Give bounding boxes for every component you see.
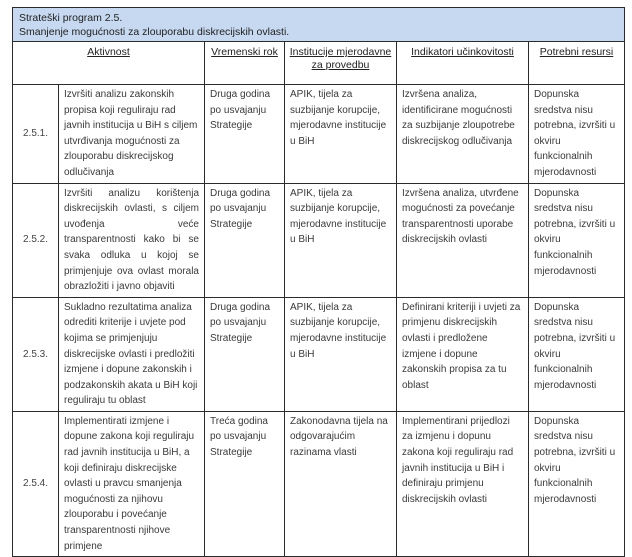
row-number: 2.5.4. (13, 411, 59, 556)
column-header-row (13, 42, 625, 85)
row-number: 2.5.1. (13, 85, 59, 184)
deadline-cell: Druga godina po usvajanju Strategije (205, 297, 285, 411)
deadline-cell: Druga godina po usvajanju Strategije (205, 183, 285, 297)
activity-cell: Sukladno rezultatima analiza odrediti kriterije i uvjete pod kojima se primjenjuju diskrecijske ovlasti i predložiti izmjene i dopune zakonskih i podzakonskih akata u BiH koji reguliraju tu oblast (59, 297, 205, 411)
resources-cell: Dopunska sredstva nisu potrebna, izvršiti u okviru funkcionalnih mjerodavnosti (529, 297, 625, 411)
table-row (13, 183, 625, 297)
strategic-program-table (12, 7, 625, 557)
resources-cell: Dopunska sredstva nisu potrebna, izvršiti u okviru funkcionalnih mjerodavnosti (529, 85, 625, 184)
deadline-cell: Treća godina po usvajanju Strategije (205, 411, 285, 556)
program-title: Strateški program 2.5. (19, 12, 123, 24)
activity-cell: Izvršiti analizu zakonskih propisa koji reguliraju rad javnih institucija u BiH s ciljem utvrđivanja mogućnosti za zlouporabu diskrecijskog odlučivanja (59, 85, 205, 184)
column-header-activity: Aktivnost (13, 42, 205, 85)
column-header-deadline: Vremenski rok (205, 42, 285, 85)
table-row (13, 85, 625, 184)
institutions-cell: APIK, tijela za suzbijanje korupcije, mjerodavne institucije u BiH (285, 183, 397, 297)
column-header-indicators: Indikatori učinkovitosti (397, 42, 529, 85)
table-row (13, 297, 625, 411)
indicators-cell: Izvršena analiza, identificirane mogućnosti za suzbijanje zloupotrebe diskrecijskog odlučivanja (397, 85, 529, 184)
row-number: 2.5.3. (13, 297, 59, 411)
resources-cell: Dopunska sredstva nisu potrebna, izvršiti u okviru funkcionalnih mjerodavnosti (529, 183, 625, 297)
institutions-cell: APIK, tijela za suzbijanje korupcije, mjerodavne institucije u BiH (285, 85, 397, 184)
deadline-cell: Druga godina po usvajanju Strategije (205, 85, 285, 184)
resources-cell: Dopunska sredstva nisu potrebna, izvršiti u okviru funkcionalnih mjerodavnosti (529, 411, 625, 556)
table-row (13, 411, 625, 556)
institutions-cell: Zakonodavna tijela na odgovarajućim razinama vlasti (285, 411, 397, 556)
activity-cell: Implementirati izmjene i dopune zakona koji reguliraju rad javnih institucija u BiH, a koji definiraju diskrecijske ovlasti u pravcu smanjenja mogućnosti za njihovu zlouporabu i povećanje transparentnosti njihove primjene (59, 411, 205, 556)
column-header-resources: Potrebni resursi (529, 42, 625, 85)
program-header-cell (13, 8, 625, 42)
indicators-cell: Implementirani prijedlozi za izmjenu i dopunu zakona koji reguliraju rad javnih institucija u BiH i definiraju primjenu diskrecijskih ovlasti (397, 411, 529, 556)
program-subtitle: Smanjenje mogućnosti za zlouporabu diskrecijskih ovlasti. (19, 26, 290, 38)
activity-cell: Izvršiti analizu korištenja diskrecijskih ovlasti, s ciljem uvođenja veće transparentnosti kako bi se svaka odluka u kojoj se primjenjuje ova ovlast morala obrazložiti i javno objaviti (59, 183, 205, 297)
indicators-cell: Definirani kriteriji i uvjeti za primjenu diskrecijskih ovlasti i predložene izmjene i dopune zakonskih propisa za tu oblast (397, 297, 529, 411)
program-header-row (13, 8, 625, 42)
institutions-cell: APIK, tijela za suzbijanje korupcije, mjerodavne institucije u BiH (285, 297, 397, 411)
row-number: 2.5.2. (13, 183, 59, 297)
indicators-cell: Izvršena analiza, utvrđene mogućnosti za povećanje transparentnosti uporabe diskrecijskih ovlasti (397, 183, 529, 297)
column-header-institutions: Institucije mjerodavne za provedbu (285, 42, 397, 85)
